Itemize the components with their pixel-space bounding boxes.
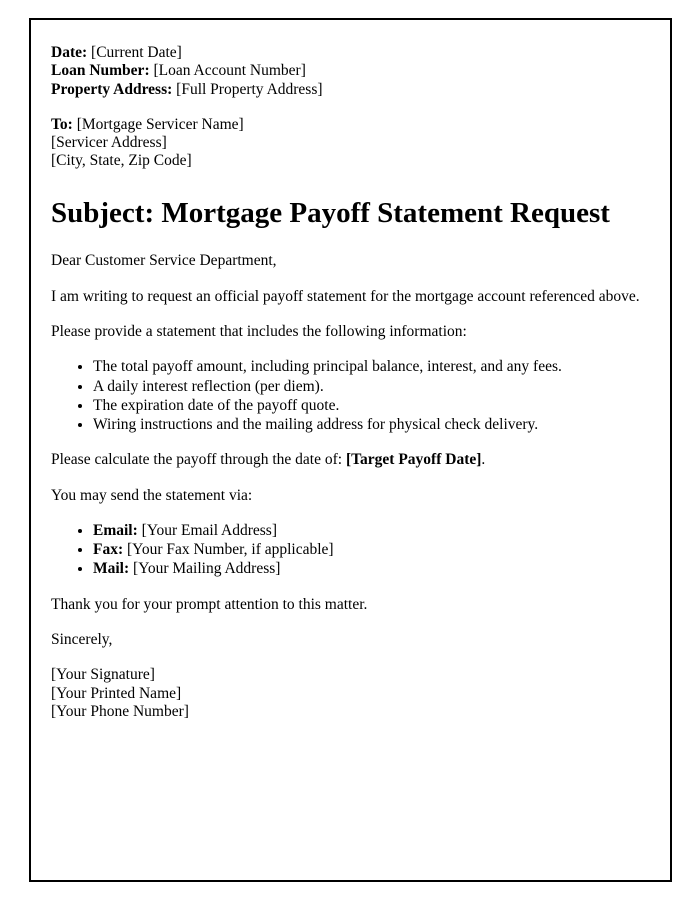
closing: Sincerely, xyxy=(51,631,113,649)
meta-line-property-address xyxy=(51,81,650,99)
salutation: Dear Customer Service Department, xyxy=(51,252,277,270)
signature-printed-name: [Your Printed Name] xyxy=(51,684,182,702)
meta-value-property-address: [Full Property Address] xyxy=(172,80,323,98)
recipient-to-label: To: xyxy=(51,115,73,133)
thanks-paragraph: Thank you for your prompt attention to this matter. xyxy=(51,595,368,613)
recipient-city-line: [City, State, Zip Code] xyxy=(51,152,192,170)
letter-meta xyxy=(51,44,650,99)
statement-intro-paragraph: Please provide a statement that includes the following information: xyxy=(51,322,467,340)
meta-line-loan-number xyxy=(51,62,650,80)
meta-value-date: [Current Date] xyxy=(87,44,182,61)
delivery-options-list xyxy=(51,522,650,579)
statement-item: • Wiring instructions and the mailing address for physical check delivery. xyxy=(93,416,650,434)
subject-heading: Subject: Mortgage Payoff Statement Request xyxy=(51,196,610,229)
delivery-option-mail xyxy=(93,560,650,578)
meta-value-loan-number: [Loan Account Number] xyxy=(149,62,306,80)
statement-item: • A daily interest reflection (per diem). xyxy=(93,378,650,396)
delivery-option-mail-label: Mail: xyxy=(93,560,130,578)
statement-items-list xyxy=(51,358,650,434)
meta-label-date: Date: xyxy=(51,44,88,61)
letter-page xyxy=(29,18,672,882)
delivery-option-fax xyxy=(93,541,650,559)
recipient-block xyxy=(51,116,650,171)
meta-label-property-address: Property Address: xyxy=(51,80,173,98)
meta-label-loan-number: Loan Number: xyxy=(51,62,150,80)
delivery-intro-paragraph: You may send the statement via: xyxy=(51,486,253,504)
payoff-date-suffix: . xyxy=(481,451,486,469)
recipient-address-line: [Servicer Address] xyxy=(51,134,167,152)
payoff-date-paragraph xyxy=(51,451,650,469)
signature-block xyxy=(51,666,650,721)
delivery-option-email xyxy=(93,522,650,540)
delivery-option-email-label: Email: xyxy=(93,521,138,539)
payoff-date-prefix: Please calculate the payoff through the date of: xyxy=(51,451,346,469)
statement-item: • The total payoff amount, including principal balance, interest, and any fees. xyxy=(93,358,650,376)
delivery-option-email-value: [Your Email Address] xyxy=(137,521,277,539)
recipient-to-line xyxy=(51,116,650,134)
intro-paragraph: I am writing to request an official payoff statement for the mortgage account referenced above. xyxy=(51,287,640,305)
recipient-to-value: [Mortgage Servicer Name] xyxy=(72,115,244,133)
statement-item: • The expiration date of the payoff quote. xyxy=(93,397,650,415)
meta-line-date xyxy=(51,44,650,62)
delivery-option-fax-value: [Your Fax Number, if applicable] xyxy=(123,541,334,559)
signature-line: [Your Signature] xyxy=(51,666,155,684)
signature-phone-number: [Your Phone Number] xyxy=(51,702,189,720)
payoff-date-value: [Target Payoff Date] xyxy=(345,451,482,469)
delivery-option-fax-label: Fax: xyxy=(93,541,124,559)
delivery-option-mail-value: [Your Mailing Address] xyxy=(129,560,281,578)
